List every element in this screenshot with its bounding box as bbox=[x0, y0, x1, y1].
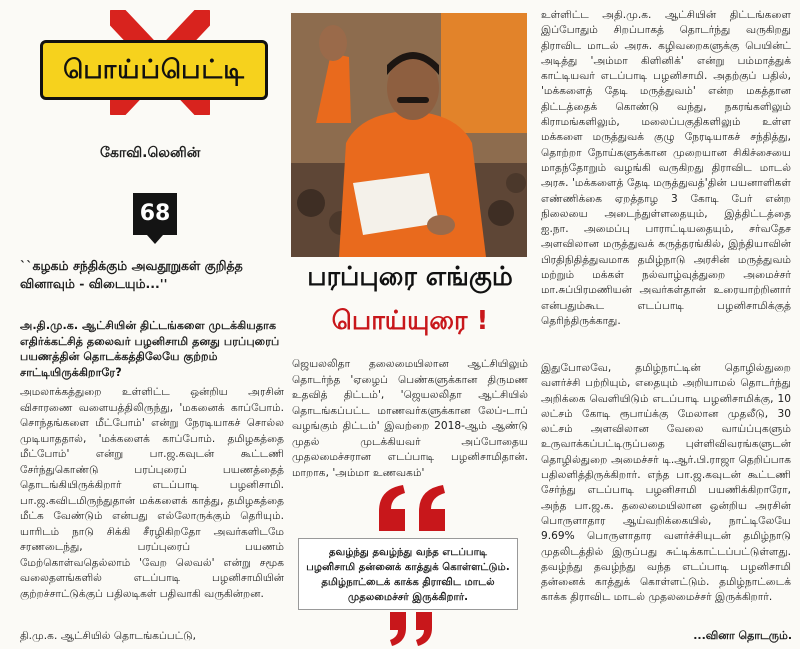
politician-photo bbox=[291, 13, 527, 257]
column-1-tail: தி.மு.க. ஆட்சியில் தொடங்கப்பட்டு, bbox=[20, 630, 197, 642]
author-byline: கோவி.லெனின் bbox=[100, 145, 201, 161]
continued-note: ...வினா தொடரும். bbox=[693, 629, 792, 642]
pull-quote-text: தவழ்ந்து தவழ்ந்து வந்த எடப்பாடி பழனிசாமி தன்னைக் காத்துக் கொள்ளட்டும். தமிழ்நாட்டைக் காக்க திராவிட மாடல் முதலமைச்சர் இருக்கிறார். bbox=[306, 547, 510, 603]
series-logo bbox=[40, 10, 262, 120]
column-2-body: ஜெயலலிதா தலைமையிலான ஆட்சியிலும் தொடர்ந்த 'ஏழைப் பெண்களுக்கான திருமண உதவித் திட்டம்', 'ஜெயலலிதா ஆட்சியில் தொடங்கப்பட்ட மாணவர்களுக்கான லேப்-டாப் வழங்கும் திட்டம்' இவற்றை 2018-ஆம் ஆண்டு முதல் முடக்கியவர் அப்போதைய முதலமைச்சரான எடப்பாடி பழனிசாமிதான். மாறாக, 'அம்மா உணவகம்' bbox=[292, 358, 528, 479]
politician-illustration bbox=[291, 13, 527, 257]
episode-number-badge: 68 bbox=[133, 193, 177, 235]
series-logo-text: பொய்ப்பெட்டி bbox=[40, 40, 268, 100]
column-3-body-2: இதுபோலவே, தமிழ்நாட்டின் தொழில்துறை வளர்ச்சி பற்றியும், எதையும் அறியாமல் தொடர்ந்து அறிக்கை வெளியிடும் எடப்பாடி பழனிசாமிக்கு, 10 லட்சம் கோடி ரூபாய்க்கு மேலான முதலீடு, 30 லட்சம் அளவிலான வேலை வாய்ப்புகளும் உருவாக்கப்பட்டிருப்பதை புள்ளிவிவரங்களுடன் தொழில்துறை அமைச்சர் டி.ஆர்.பி.ராஜா தெறிப்பாக பதிலளித்திருக்கிறார். எந்த பா.ஜ.கவுடன் கூட்டணி சேர்ந்து எடப்பாடி பழனிசாமி பயணிக்கிறாரோ, அந்த பா.ஜ.க. தலைமையிலான ஒன்றிய அரசின் பொருளாதார ஆய்வறிக்கையில், நாட்டிலேயே 9.69% பொருளாதார வளர்ச்சியுடன் தமிழ்நாடு முதலிடத்தில் இருப்பது சுட்டிக்காட்டப்பட்டுள்ளது. தவழ்ந்து தவழ்ந்து வந்த எடப்பாடி பழனிசாமி தன்னைக் காத்துக் கொள்ளட்டும். தமிழ்நாட்டைக் காக்க திராவிட மாடல் முதலமைச்சர் இருக்கிறார். bbox=[541, 362, 791, 604]
lead-question: அ.தி.மு.க. ஆட்சியின் திட்டங்களை முடக்கியதாக எதிர்க்கட்சித் தலைவர் பழனிசாமி தனது பரப்புரைப் பயணத்தின் தொடக்கத்திலேயே குற்றம் சாட்டியிருக்கிறாரே? bbox=[20, 319, 280, 379]
column-3-body-1: உள்ளிட்ட அதி.மு.க. ஆட்சியின் திட்டங்களை இப்போதும் சிறப்பாகத் தொடர்ந்து வருகிறது திராவிட மாடல் அரசு. கழிவறைகளுக்கு பெயின்ட் அடித்து 'அம்மா கிளினிக்' என்று பம்மாத்துக் காட்டியவர் எடப்பாடி பழனிசாமி. அதற்குப் பதில், 'மக்களைத் தேடி மருத்துவம்' என்ற மகத்தான திட்டத்தைக் கொண்டு வந்து, நகரங்களிலும் கிராமங்களிலும், மலைப்பகுதிகளிலும் உள்ள மக்களை மருத்துவக் குழு நேரடியாகச் சந்தித்து, தொற்றா நோய்களுக்கான முறையான சிகிச்சையை மாதந்தோறும் வழங்கி வருகிறது திராவிட மாடல் அரசு. 'மக்களைத் தேடி மருத்துவத்'தின் பயனாளிகள் எண்ணிக்கை ஏறத்தாழ 3 கோடி பேர் என்ற நிலையை அடைந்துள்ளதையும், இத்திட்டத்தை ஐ.நா. அமைப்பு பாராட்டியதையும், சர்வதேச அளவிலான மருத்துவக் கருத்தரங்கில், இந்தியாவின் பிரதிநிதித்துவமாக தமிழ்நாடு அரசின் மருத்துவம் மற்றும் மக்கள் நல்வாழ்வுத்துறை அமைச்சர் மா.சுப்பிரமணியன் அவர்கள்தான் உரையாற்றினார் என்பதும்கூட எடப்பாடி பழனிசாமிக்குத் தெரிந்திருக்காது. bbox=[541, 9, 791, 327]
open-quote-icon bbox=[373, 485, 453, 533]
headline-line-1: பரப்புரை எங்கும் bbox=[307, 262, 513, 292]
column-1-body: அமலாக்கத்துறை உள்ளிட்ட ஒன்றிய அரசின் விசாரணை வளையத்திலிருந்து, 'மகனைக் காப்போம். சொந்தங்களை மீட்போம்' என்று நேரடியாகச் சொல்ல முடியாததால், 'மக்களைக் காப்போம். தமிழகத்தை மீட்போம்' என்று பா.ஜ.கவுடன் கூட்டணி சேர்ந்துகொண்டு பரப்புரைப் பயணத்தைத் தொடங்கியிருக்கிறார் எடப்பாடி பழனிசாமி. பா.ஜ.கவிடமிருந்துதான் மக்களைக் காத்து, தமிழகத்தை மீட்க வேண்டும் என்பது எல்லோருக்கும் தெரியும். யாரிடம் நாடு சிக்கி சீரழிகிறதோ அவர்களிடமே சரணடைந்து, பரப்புரைப் பயணம் மேற்கொள்வதெல்லாம் 'வேற லெவல்' என்று சமூக வலைதளங்களில் எடப்பாடி பழனிசாமியின் குற்றச்சாட்டுக்குப் பதிலடிகள் பதிவாகி வருகின்றன. bbox=[20, 386, 284, 600]
close-quote-icon bbox=[388, 612, 436, 646]
series-question: ``கழகம் சந்திக்கும் அவதூறுகள் குறித்த வினாவும் - விடையும்...'' bbox=[20, 258, 243, 291]
headline-line-2: பொய்யுரை ! bbox=[331, 306, 489, 336]
